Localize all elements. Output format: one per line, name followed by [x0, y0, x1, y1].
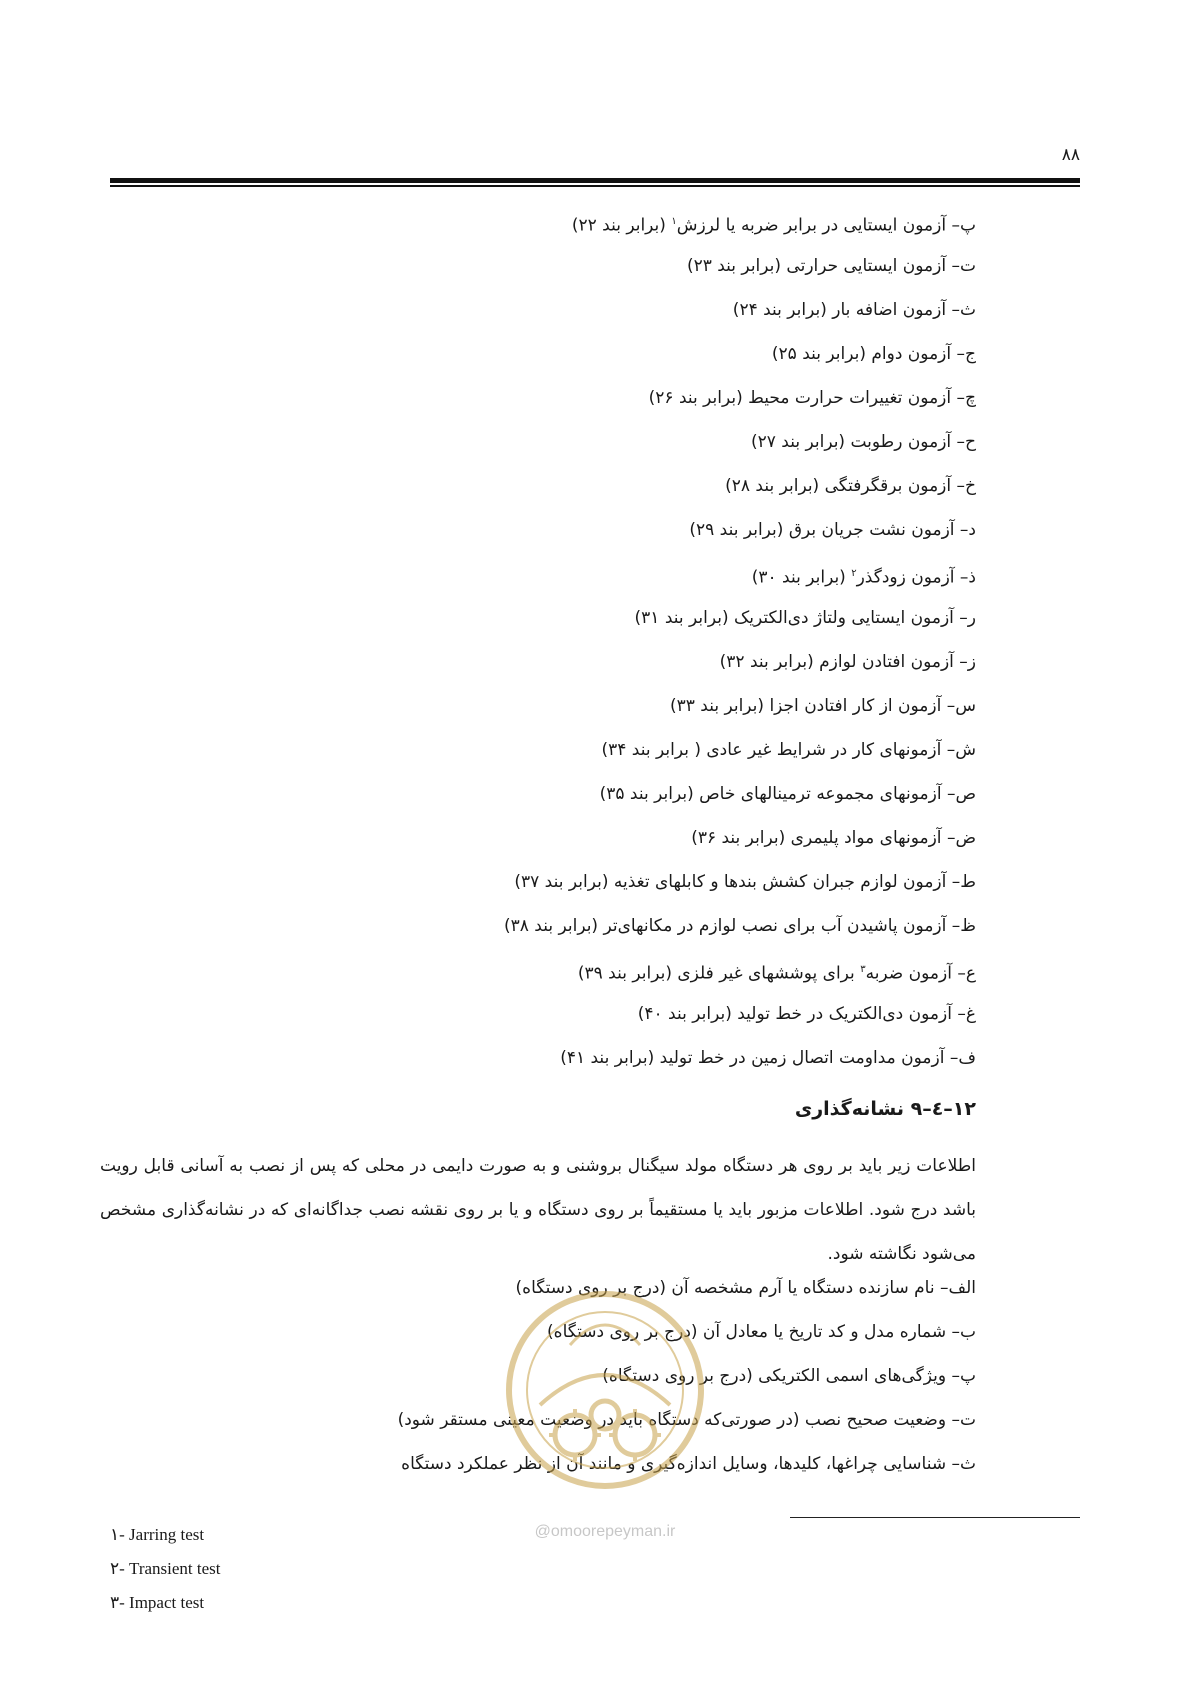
list-item: ف– آزمون مداومت اتصال زمین در خط تولید (برابر بند ۴۱): [560, 1048, 976, 1068]
list-item: ض– آزمونهای مواد پلیمری (برابر بند ۳۶): [691, 828, 976, 848]
list-item: ظ– آزمون پاشیدن آب برای نصب لوازم در مکانهای‌تر (برابر بند ۳۸): [503, 916, 976, 936]
list-item: ش– آزمونهای کار در شرایط غیر عادی ( برابر بند ۳۴): [601, 740, 976, 760]
list-item: پ– ویژگی‌های اسمی الکتریکی (درج بر روی دستگاه): [602, 1366, 976, 1386]
test-list: [100, 212, 976, 1092]
list-item: ث– شناسایی چراغها، کلیدها، وسایل اندازه‌گیری و مانند آن از نظر عملکرد دستگاه: [401, 1454, 976, 1474]
footnote: ۱- Jarring test: [110, 1525, 205, 1544]
list-item: ذ– آزمون زودگذر$^۲$ (برابر بند ۳۰): [751, 567, 976, 588]
footnote-rule: [790, 1517, 1080, 1518]
watermark-text: @omoorepeyman.ir: [534, 1523, 676, 1540]
page-number: ۸۸: [1061, 145, 1080, 165]
list-item: ث– آزمون اضافه بار (برابر بند ۲۴): [732, 300, 976, 320]
list-item: ج– آزمون دوام (برابر بند ۲۵): [771, 344, 976, 364]
list-item: ص– آزمونهای مجموعه ترمینالهای خاص (برابر بند ۳۵): [599, 784, 976, 804]
list-item: چ– آزمون تغییرات حرارت محیط (برابر بند ۲۶): [648, 388, 976, 408]
list-item: ع– آزمون ضربه$^۳$ برای پوششهای غیر فلزی (برابر بند ۳۹): [577, 963, 976, 984]
section-heading: ۱۲–٤–۹ نشانه‌گذاری: [794, 1098, 976, 1120]
list-item: ت– وضعیت صحیح نصب (در صورتی‌که دستگاه باید در وضعیت معینی مستقر شود): [397, 1410, 976, 1430]
list-item: ت– آزمون ایستایی حرارتی (برابر بند ۲۳): [686, 256, 976, 276]
list-item: پ– آزمون ایستایی در برابر ضربه یا لرزش$^۱$ (برابر بند ۲۲): [571, 215, 976, 236]
footnotes: [110, 1523, 221, 1625]
section-paragraph: اطلاعات زیر باید بر روی هر دستگاه مولد سیگنال بروشنی و به صورت دایمی در محلی که پس از نصب به آسانی قابل رویت باشد درج شود. اطلاعات مزبور باید یا مستقیماً بر روی دستگاه و یا بر روی نقشه نصب جداگانه‌ای که در نشانه‌گذاری مشخص می‌شود نگاشته شود.: [100, 1156, 976, 1264]
list-item: د– آزمون نشت جریان برق (برابر بند ۲۹): [689, 520, 976, 540]
list-item: خ– آزمون برقگرفتگی (برابر بند ۲۸): [725, 476, 976, 496]
list-item: الف– نام سازنده دستگاه یا آرم مشخصه آن (درج بر روی دستگاه): [515, 1278, 976, 1298]
list-item: غ– آزمون دی‌الکتریک در خط تولید (برابر بند ۴۰): [637, 1004, 976, 1024]
list-item: ز– آزمون افتادن لوازم (برابر بند ۳۲): [719, 652, 976, 672]
list-item: ط– آزمون لوازم جبران کشش بندها و کابلهای تغذیه (برابر بند ۳۷): [514, 872, 976, 892]
list-item: ب– شماره مدل و کد تاریخ یا معادل آن (درج بر روی دستگاه): [547, 1322, 976, 1342]
marking-list: [100, 1278, 976, 1498]
list-item: س– آزمون از کار افتادن اجزا (برابر بند ۳۳): [669, 696, 976, 716]
list-item: ر– آزمون ایستایی ولتاژ دی‌الکتریک (برابر بند ۳۱): [634, 608, 976, 628]
footnote: ۲- Transient test: [110, 1559, 221, 1578]
list-item: ح– آزمون رطوبت (برابر بند ۲۷): [750, 432, 976, 452]
footnote: ۳- Impact test: [110, 1593, 205, 1612]
header-rule: [110, 178, 1080, 187]
test-list-container: [100, 212, 976, 1092]
